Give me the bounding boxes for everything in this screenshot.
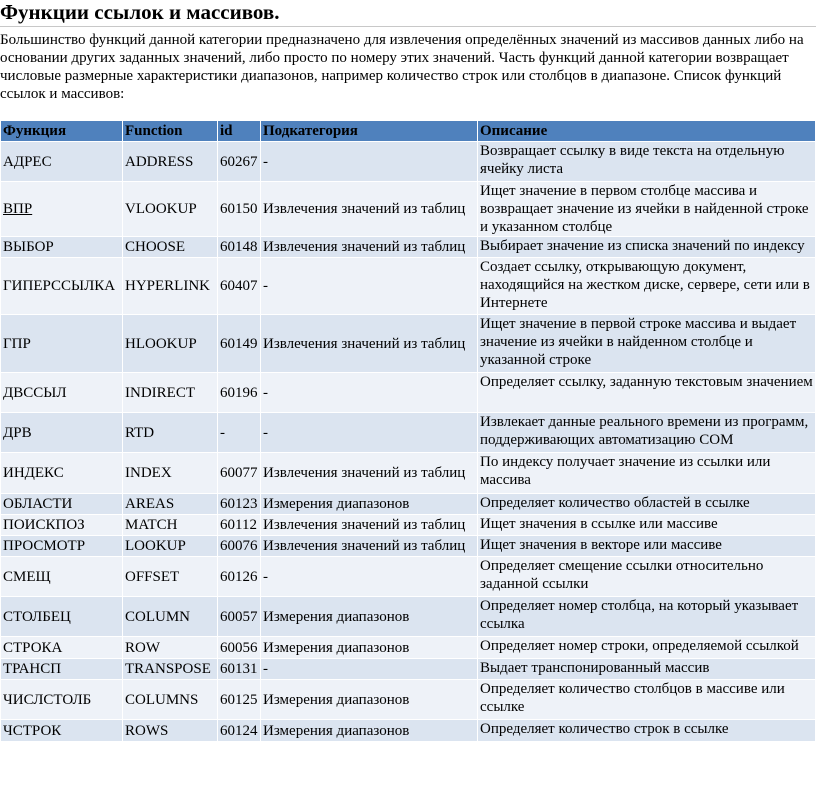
function-description: Создает ссылку, открывающую документ, находящийся на жестком диске, сервере, сети или в Интернете: [478, 258, 815, 314]
function-subcategory: Измерения диапазонов: [261, 680, 477, 719]
table-row: [1, 536, 815, 556]
function-name-ru: АДРЕС: [1, 142, 122, 181]
table-row: [1, 453, 815, 493]
column-header-function-en: Function: [123, 121, 217, 141]
function-subcategory: -: [261, 659, 477, 679]
function-name-en: COLUMNS: [123, 680, 217, 719]
function-id: 60148: [218, 237, 260, 257]
function-name-en: COLUMN: [123, 597, 217, 636]
function-subcategory: Извлечения значений из таблиц: [261, 315, 477, 372]
function-description: Выбирает значение из списка значений по индексу: [478, 237, 815, 257]
table-row: [1, 680, 815, 719]
function-id: 60267: [218, 142, 260, 181]
function-name-ru: ГИПЕРССЫЛКА: [1, 258, 122, 314]
table-row: [1, 413, 815, 452]
function-description: Извлекает данные реального времени из программ, поддерживающих автоматизацию COM: [478, 413, 815, 452]
function-description: Определяет номер столбца, на который указывает ссылка: [478, 597, 815, 636]
table-row: [1, 315, 815, 372]
function-name-ru: ЧИСЛСТОЛБ: [1, 680, 122, 719]
function-id: -: [218, 413, 260, 452]
table-row: [1, 515, 815, 535]
function-name-ru: ТРАНСП: [1, 659, 122, 679]
function-id: 60150: [218, 182, 260, 236]
function-name-en: HLOOKUP: [123, 315, 217, 372]
function-name-ru: ГПР: [1, 315, 122, 372]
function-name-en: TRANSPOSE: [123, 659, 217, 679]
function-id: 60149: [218, 315, 260, 372]
function-id: 60057: [218, 597, 260, 636]
page-title: Функции ссылок и массивов.: [0, 0, 816, 27]
table-header-row: [1, 121, 815, 141]
function-name-ru: ПРОСМОТР: [1, 536, 122, 556]
function-name-en: HYPERLINK: [123, 258, 217, 314]
vlookup-link[interactable]: ВПР: [3, 201, 33, 217]
function-name-ru: СМЕЩ: [1, 557, 122, 596]
column-header-function-ru: Функция: [1, 121, 122, 141]
function-name-ru: ПОИСКПОЗ: [1, 515, 122, 535]
function-name-ru: ОБЛАСТИ: [1, 494, 122, 514]
function-subcategory: -: [261, 413, 477, 452]
function-name-ru: ДВССЫЛ: [1, 373, 122, 412]
function-name-en: OFFSET: [123, 557, 217, 596]
function-subcategory: Извлечения значений из таблиц: [261, 515, 477, 535]
table-row: [1, 237, 815, 257]
function-subcategory: Измерения диапазонов: [261, 637, 477, 658]
function-description: Ищет значения в ссылке или массиве: [478, 515, 815, 535]
function-description: Выдает транспонированный массив: [478, 659, 815, 679]
function-description: Ищет значение в первом столбце массива и возвращает значение из ячейки в найденной строке и указанном столбце: [478, 182, 815, 236]
function-id: 60125: [218, 680, 260, 719]
function-description: Определяет смещение ссылки относительно заданной ссылки: [478, 557, 815, 596]
table-row: [1, 258, 815, 314]
function-description: Ищет значение в первой строке массива и выдает значение из ячейки в найденном столбце и указанной строке: [478, 315, 815, 372]
function-name-en: AREAS: [123, 494, 217, 514]
function-name-ru: ИНДЕКС: [1, 453, 122, 493]
table-row: [1, 557, 815, 596]
function-subcategory: -: [261, 373, 477, 412]
table-row: [1, 373, 815, 412]
table-row: [1, 597, 815, 636]
table-body: [1, 142, 815, 741]
function-id: 60077: [218, 453, 260, 493]
table-row: [1, 637, 815, 658]
function-name-en: MATCH: [123, 515, 217, 535]
function-name-en: ADDRESS: [123, 142, 217, 181]
function-id: 60131: [218, 659, 260, 679]
function-name-en: LOOKUP: [123, 536, 217, 556]
function-id: 60407: [218, 258, 260, 314]
function-name-en: INDEX: [123, 453, 217, 493]
function-name-ru: СТРОКА: [1, 637, 122, 658]
function-description: Возвращает ссылку в виде текста на отдельную ячейку листа: [478, 142, 815, 181]
function-name-en: INDIRECT: [123, 373, 217, 412]
column-header-id: id: [218, 121, 260, 141]
function-subcategory: Измерения диапазонов: [261, 597, 477, 636]
function-name-en: ROW: [123, 637, 217, 658]
function-subcategory: -: [261, 557, 477, 596]
function-subcategory: Извлечения значений из таблиц: [261, 536, 477, 556]
function-id: 60112: [218, 515, 260, 535]
table-row: [1, 720, 815, 741]
table-row: [1, 659, 815, 679]
function-name-ru: ДРВ: [1, 413, 122, 452]
function-name-ru: ВЫБОР: [1, 237, 122, 257]
function-subcategory: Извлечения значений из таблиц: [261, 237, 477, 257]
table-row: [1, 494, 815, 514]
function-subcategory: -: [261, 142, 477, 181]
function-name-en: ROWS: [123, 720, 217, 741]
function-name-ru: СТОЛБЕЦ: [1, 597, 122, 636]
function-id: 60123: [218, 494, 260, 514]
function-description: Определяет количество областей в ссылке: [478, 494, 815, 514]
function-description: Определяет количество строк в ссылке: [478, 720, 815, 741]
function-description: Определяет номер строки, определяемой ссылкой: [478, 637, 815, 658]
functions-table: [0, 120, 816, 742]
intro-paragraph: Большинство функций данной категории предназначено для извлечения определённых значений из массивов данных либо на основании других заданных значений, либо просто по номеру этих значений. Часть функций данной категории возвращает числовые размерные характеристики диапазонов, например количество строк или столбцов в диапазоне. Список функций ссылок и массивов:: [0, 32, 804, 102]
table-row: [1, 182, 815, 236]
function-subcategory: Измерения диапазонов: [261, 494, 477, 514]
function-name-en: RTD: [123, 413, 217, 452]
column-header-subcategory: Подкатегория: [261, 121, 477, 141]
function-id: 60076: [218, 536, 260, 556]
function-description: По индексу получает значение из ссылки или массива: [478, 453, 815, 493]
function-link-ru[interactable]: [1, 182, 122, 236]
function-id: 60126: [218, 557, 260, 596]
table-row: [1, 142, 815, 181]
function-name-en: CHOOSE: [123, 237, 217, 257]
function-id: 60124: [218, 720, 260, 741]
function-subcategory: -: [261, 258, 477, 314]
function-description: Ищет значения в векторе или массиве: [478, 536, 815, 556]
column-header-description: Описание: [478, 121, 815, 141]
function-description: Определяет ссылку, заданную текстовым значением: [478, 373, 815, 412]
function-name-ru: ЧСТРОК: [1, 720, 122, 741]
function-subcategory: Извлечения значений из таблиц: [261, 453, 477, 493]
function-id: 60056: [218, 637, 260, 658]
function-name-en: VLOOKUP: [123, 182, 217, 236]
function-description: Определяет количество столбцов в массиве или ссылке: [478, 680, 815, 719]
function-subcategory: Извлечения значений из таблиц: [261, 182, 477, 236]
function-id: 60196: [218, 373, 260, 412]
function-subcategory: Измерения диапазонов: [261, 720, 477, 741]
